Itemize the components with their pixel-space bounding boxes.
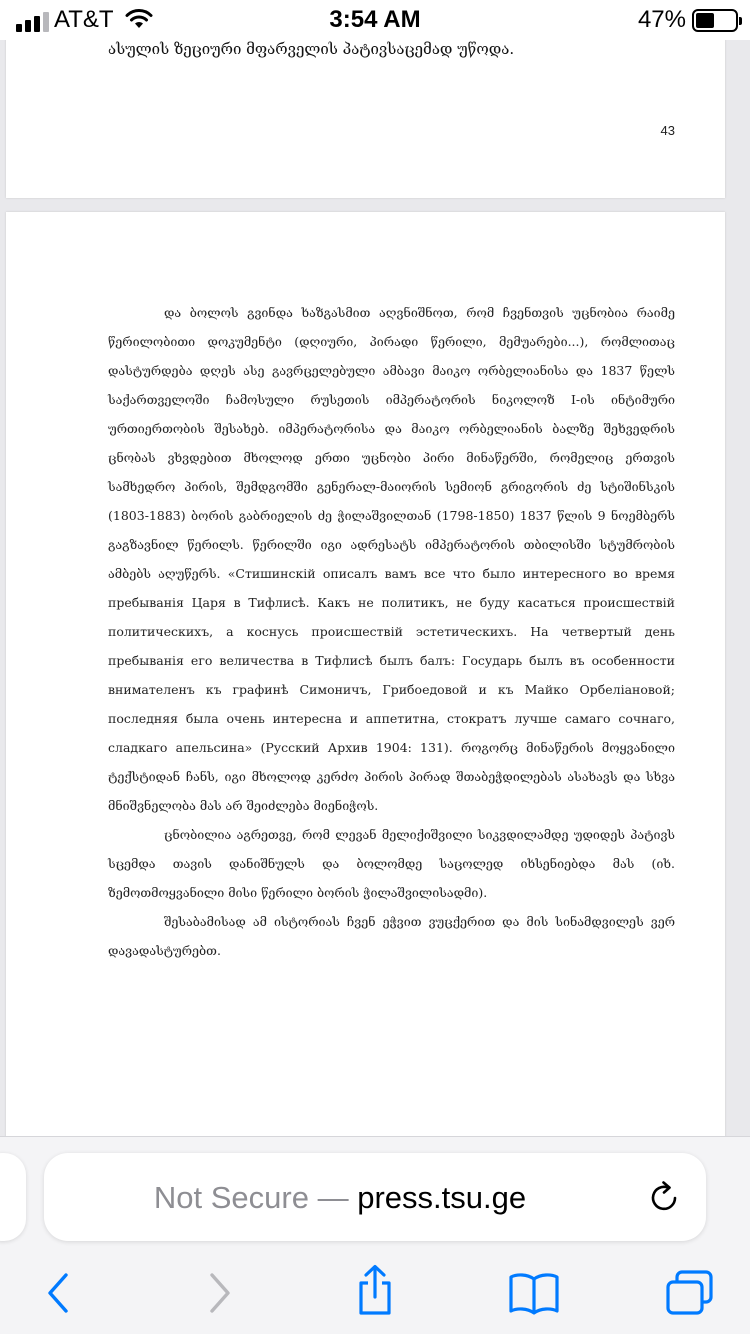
clock: 3:54 AM <box>329 6 421 33</box>
address-bar[interactable] <box>44 1153 706 1241</box>
reload-icon[interactable] <box>648 1179 682 1215</box>
document-page-current <box>6 212 725 1142</box>
paragraph: ცნობილია აგრეთვე, რომ ლევან მელიქიშვილი სიკვდილამდე უდიდეს პატივს სცემდა თავის დანიშნულს და ბოლომდე საცოლედ იხსენიებდა მას (იხ. ზემოთმოყვანილი მისი წერილი ბორის ჭილაშვილისადმი). <box>108 827 675 900</box>
chevron-left-icon[interactable] <box>40 1269 76 1317</box>
share-icon[interactable] <box>354 1263 396 1317</box>
paragraph: შესაბამისად ამ ისტორიას ჩვენ ეჭვით ვუცქერით და მის სინამდვილეს ვერ დავადასტურებთ. <box>108 914 675 958</box>
url-display[interactable] <box>44 1180 636 1216</box>
chevron-right-icon[interactable] <box>202 1269 238 1317</box>
carrier-name: AT&T <box>54 6 114 33</box>
book-icon[interactable] <box>508 1271 560 1315</box>
tabs-icon[interactable] <box>664 1269 716 1317</box>
paragraph: და ბოლოს გვინდა ხაზგასმით აღვნიშნოთ, რომ ჩვენთვის უცნობია რაიმე წერილობითი დოკუმენტი (დღიური, პირადი წერილი, მემუარები...), რომლითაც დასტურდება დღეს ასე გავრცელებული ამბავი მაიკო ორბელიანისა და 1837 წელს საქართველოში ჩამოსული რუსეთის იმპერატორის ნიკოლოზ I-ის ინტიმური ურთიერთობის შესახებ. იმპერატორისა და მაიკო ორბელიანის ბალზე შეხვედრის ცნობას ვხვდებით მხოლოდ ერთი უცნობი პირი მინაწერში, რომელიც ერთვის სამხედრო პირის, შემდგომში გენერალ-მაიორის სემიონ გრიგორის ძე სტიშინსკის (1803-1883) ბორის გაბრიელის ძე ჭილაშვილთან (1798-1850) 1837 წლის 9 ნოემბერს გაგზავნილ წერილს. წერილში იგი ადრესატს იმპერატორის თბილისში სტუმრობის ამბებს აღუწერს. «Стишинскій описалъ вамъ все что было интересного во время пребыванія Царя в Тифлисѣ. Какъ не политикъ, не буду касаться происшествій политическихъ, а коснусь происшествій эстетическихъ. На четвертый день пребыванія его величества в Тифлисѣ былъ балъ: Государь былъ въ особенности внимателенъ къ графинѣ Симоничъ, Грибоедовой и къ Майко Орбеліановой; последняя была очень интересна и аппетитна, стократъ лучше самаго сочнаго, сладкаго апельсина» (Русский Архив 1904: 131). როგორც მინაწერის მოყვანილი ტექსტიდან ჩანს, იგი მხოლოდ კერძო პირის პირად შთაბეჭდილებას ასახავს და სხვა მნიშვნელობა მას არ შეიძლება მიენიჭოს. <box>108 305 675 813</box>
battery-percentage: 47% <box>637 6 686 33</box>
page-number: 43 <box>660 123 675 138</box>
page-text-line: ასულის ზეციური მფარველის პატივსაცემად უწოდა. <box>108 40 515 58</box>
status-bar <box>0 0 750 40</box>
domain-label: press.tsu.ge <box>357 1180 527 1215</box>
battery-icon <box>692 9 738 32</box>
previous-tab-peek[interactable] <box>0 1153 26 1241</box>
security-label: Not Secure <box>153 1180 309 1215</box>
browser-toolbar <box>0 1136 750 1334</box>
url-separator: — <box>308 1180 358 1215</box>
page-body <box>108 298 675 965</box>
